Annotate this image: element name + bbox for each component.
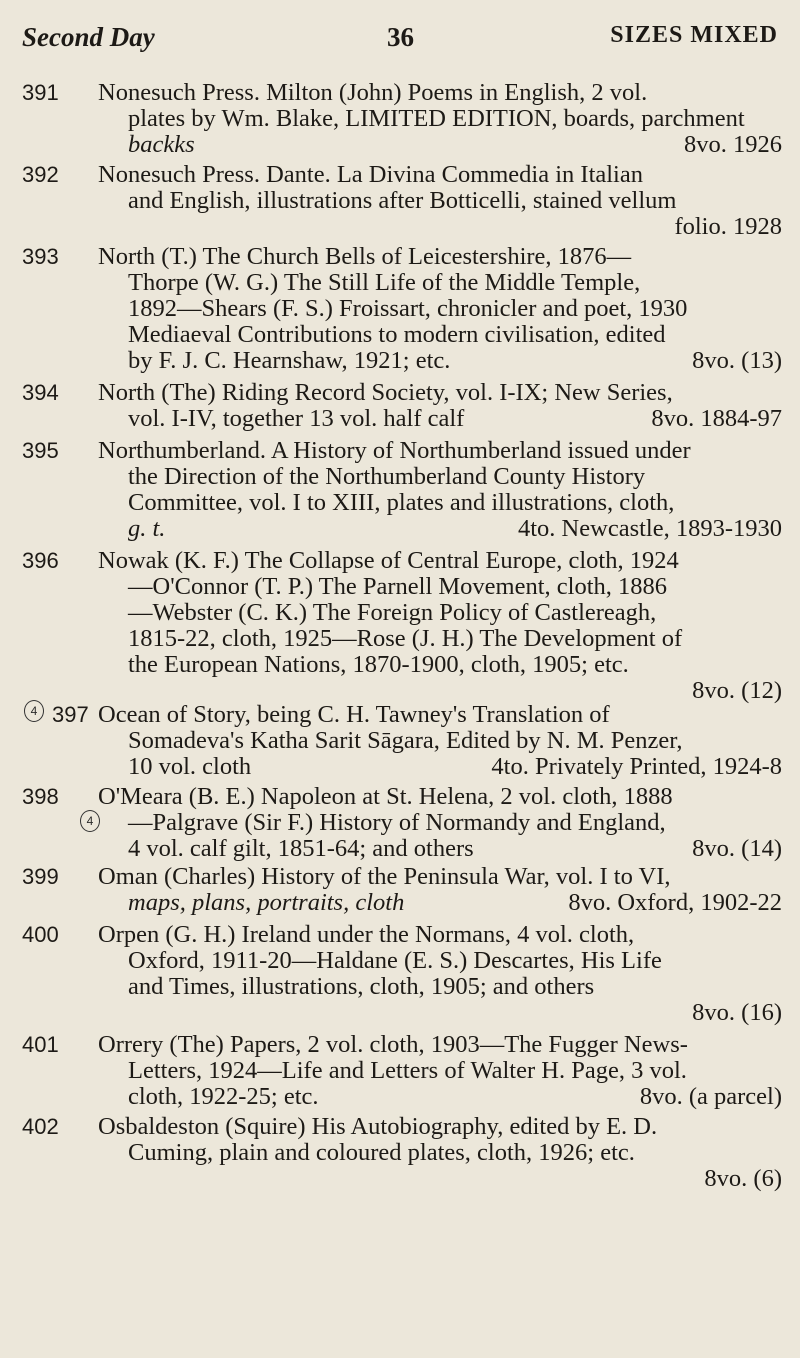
page-header xyxy=(22,22,778,56)
lot-line: Osbaldeston (Squire) His Autobiography, edited by E. D. xyxy=(98,1113,658,1140)
lot-line: Orrery (The) Papers, 2 vol. cloth, 1903—The Fugger News- xyxy=(98,1031,688,1058)
lot-line: Oxford, 1911-20—Haldane (E. S.) Descartes, His Life xyxy=(128,947,662,974)
lot-line-text: 4 vol. calf gilt, 1851-64; and others xyxy=(128,835,474,862)
lot-line xyxy=(98,132,782,158)
header-category: SIZES MIXED xyxy=(610,22,778,48)
lot-format: 8vo. (16) xyxy=(692,999,782,1026)
lot-line-text: backks xyxy=(128,131,195,158)
lot-line: Orpen (G. H.) Ireland under the Normans, 4 vol. cloth, xyxy=(98,921,635,948)
lot-format: 8vo. Oxford, 1902-22 xyxy=(568,889,782,916)
lot-line-text: maps, plans, portraits, cloth xyxy=(128,889,405,916)
lot-line xyxy=(98,1084,782,1110)
lot-398 xyxy=(22,784,782,862)
lot-line-text: 10 vol. cloth xyxy=(128,753,252,780)
lot-line: Cuming, plain and coloured plates, cloth, 1926; etc. xyxy=(128,1139,635,1166)
lot-line xyxy=(98,890,782,916)
lot-396 xyxy=(22,548,782,704)
lot-line: plates by Wm. Blake, LIMITED EDITION, boards, parchment xyxy=(128,105,745,132)
lot-format: 8vo. 1926 xyxy=(684,131,782,158)
lot-line xyxy=(98,516,782,542)
page-number: 36 xyxy=(387,22,414,52)
lot-line: Letters, 1924—Life and Letters of Walter H. Page, 3 vol. xyxy=(128,1057,687,1084)
lot-number: 394 xyxy=(22,380,59,405)
lot-format: 4to. Newcastle, 1893-1930 xyxy=(518,515,782,542)
lot-format: 4to. Privately Printed, 1924-8 xyxy=(491,753,782,780)
lot-line xyxy=(98,836,782,862)
lot-391 xyxy=(22,80,782,158)
lot-line: Mediaeval Contributions to modern civilisation, edited xyxy=(128,321,666,348)
lot-line: North (The) Riding Record Society, vol. I-IX; New Series, xyxy=(98,379,673,406)
lot-line-text: cloth, 1922-25; etc. xyxy=(128,1083,319,1110)
lot-format: 8vo. 1884-97 xyxy=(651,405,782,432)
lot-line: and English, illustrations after Botticelli, stained vellum xyxy=(128,187,677,214)
lot-format: 8vo. (a parcel) xyxy=(639,1083,782,1110)
lot-line: North (T.) The Church Bells of Leicestershire, 1876— xyxy=(98,243,632,270)
lot-393 xyxy=(22,244,782,374)
lot-line: 1892—Shears (F. S.) Froissart, chronicler and poet, 1930 xyxy=(128,295,688,322)
lot-401 xyxy=(22,1032,782,1110)
annotation-mark: 4 xyxy=(24,700,44,722)
lot-392 xyxy=(22,162,782,240)
lot-line: Oman (Charles) History of the Peninsula War, vol. I to VI, xyxy=(98,863,671,890)
lot-399 xyxy=(22,864,782,916)
lot-line: Somadeva's Katha Sarit Sāgara, Edited by N. M. Penzer, xyxy=(128,727,683,754)
lot-line: —O'Connor (T. P.) The Parnell Movement, cloth, 1886 xyxy=(128,573,668,600)
lot-line: O'Meara (B. E.) Napoleon at St. Helena, 2 vol. cloth, 1888 xyxy=(98,783,673,810)
lot-line xyxy=(98,1166,782,1192)
lot-number: 401 xyxy=(22,1032,59,1057)
lot-format: 8vo. (14) xyxy=(692,835,782,862)
lot-line: Committee, vol. I to XIII, plates and illustrations, cloth, xyxy=(128,489,675,516)
lot-397 xyxy=(22,702,782,780)
lot-line: Nonesuch Press. Milton (John) Poems in English, 2 vol. xyxy=(98,79,648,106)
lot-line: Northumberland. A History of Northumberland issued under xyxy=(98,437,691,464)
lot-line: the Direction of the Northumberland County History xyxy=(128,463,646,490)
lot-format: 8vo. (6) xyxy=(704,1165,782,1192)
lot-line xyxy=(98,348,782,374)
lot-line: the European Nations, 1870-1900, cloth, 1905; etc. xyxy=(128,651,629,678)
lot-line: Ocean of Story, being C. H. Tawney's Translation of xyxy=(98,701,610,728)
lot-line xyxy=(98,754,782,780)
lot-395 xyxy=(22,438,782,542)
lot-394 xyxy=(22,380,782,432)
lot-number: 396 xyxy=(22,548,59,573)
lot-number: 402 xyxy=(22,1114,59,1139)
lot-line-text: by F. J. C. Hearnshaw, 1921; etc. xyxy=(128,347,451,374)
lot-line: Thorpe (W. G.) The Still Life of the Middle Temple, xyxy=(128,269,641,296)
lot-format: 8vo. (13) xyxy=(692,347,782,374)
lot-number: 400 xyxy=(22,922,59,947)
lot-number: 399 xyxy=(22,864,59,889)
lot-line: 1815-22, cloth, 1925—Rose (J. H.) The Development of xyxy=(128,625,683,652)
header-section-title: Second Day xyxy=(22,22,155,52)
lot-line: —Palgrave (Sir F.) History of Normandy and England, xyxy=(128,809,666,836)
lot-number: 398 xyxy=(22,784,59,809)
lot-line xyxy=(98,1000,782,1026)
lot-line-text: g. t. xyxy=(128,515,166,542)
lot-line: Nowak (K. F.) The Collapse of Central Europe, cloth, 1924 xyxy=(98,547,679,574)
lot-number: 395 xyxy=(22,438,59,463)
lot-line: —Webster (C. K.) The Foreign Policy of Castlereagh, xyxy=(128,599,657,626)
lot-line xyxy=(98,406,782,432)
lot-line: Nonesuch Press. Dante. La Divina Commedia in Italian xyxy=(98,161,643,188)
lot-402 xyxy=(22,1114,782,1192)
lot-number: 397 xyxy=(52,702,89,727)
lot-number: 392 xyxy=(22,162,59,187)
lot-line xyxy=(98,214,782,240)
lot-format: 8vo. (12) xyxy=(692,677,782,704)
lot-line: and Times, illustrations, cloth, 1905; and others xyxy=(128,973,595,1000)
lot-format: folio. 1928 xyxy=(674,213,782,240)
lot-number: 393 xyxy=(22,244,59,269)
lot-number: 391 xyxy=(22,80,59,105)
annotation-mark: 4 xyxy=(80,810,100,832)
lot-400 xyxy=(22,922,782,1026)
lot-line-text: vol. I-IV, together 13 vol. half calf xyxy=(128,405,465,432)
